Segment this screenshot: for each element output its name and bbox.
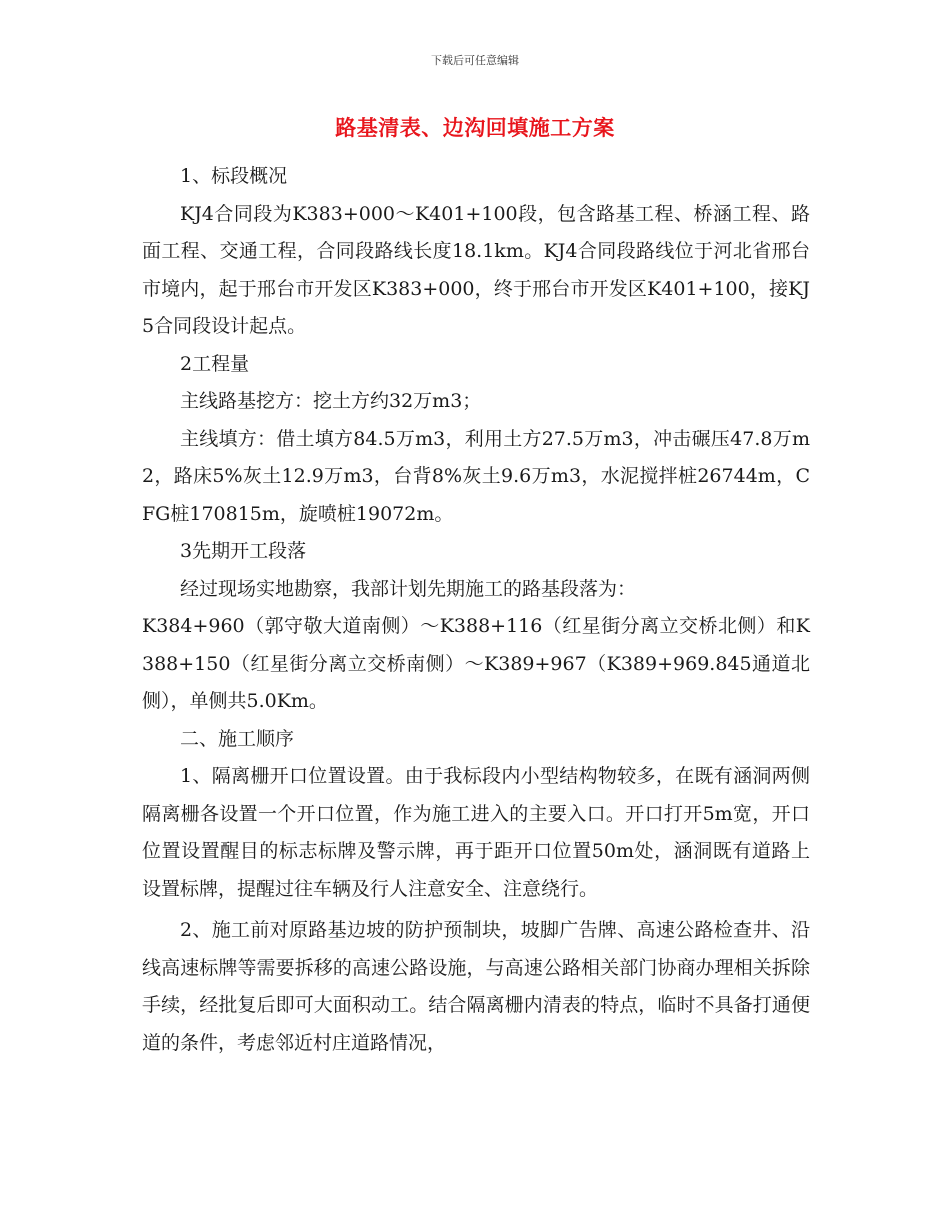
document-body [142,158,810,1062]
section-heading-quantities: 2工程量 [180,352,250,375]
paragraph-overview: KJ4合同段为K383+000～K401+100段，包含路基工程、桥涵工程、路面工程、交通工程，合同段路线长度18.1km。KJ4合同段路线位于河北省邢台市境内，起于邢台市开发区K383+000，终于邢台市开发区K401+100，接KJ5合同段设计起点。 [142,202,810,337]
paragraph-section-range: K384+960（郭守敬大道南侧）～K388+116（红星街分离立交桥北侧）和K388+150（红星街分离立交桥南侧）～K389+967（K389+969.845通道北侧），单侧共5.0Km。 [142,615,810,712]
header-note: 下载后可任意编辑 [431,54,519,67]
paragraph-excavation: 主线路基挖方：挖土方约32万m3； [180,390,482,412]
section-heading-early-sections: 3先期开工段落 [180,540,307,562]
paragraph-fill: 主线填方：借土填方84.5万m3，利用土方27.5万m3，冲击碾压47.8万m2，路床5%灰土12.9万m3，台背8%灰土9.6万m3，水泥搅拌桩26744m，CFG桩170815m，旋喷桩19072m。 [142,427,810,525]
document-title: 路基清表、边沟回填施工方案 [335,116,615,140]
paragraph-survey: 经过现场实地勘察，我部计划先期施工的路基段落为： [180,577,637,600]
section-heading-sequence: 二、施工顺序 [180,727,295,750]
paragraph-fence-opening: 1、隔离栅开口位置设置。由于我标段内小型结构物较多，在既有涵洞两侧隔离栅各设置一个开口位置，作为施工进入的主要入口。开口打开5m宽，开口位置设置醒目的标志标牌及警示牌，再于距开口位置50m处，涵洞既有道路上设置标牌，提醒过往车辆及行人注意安全、注意绕行。 [142,765,810,900]
section-heading-overview: 1、标段概况 [180,165,288,187]
paragraph-facility-removal: 2、施工前对原路基边坡的防护预制块，坡脚广告牌、高速公路检查井、沿线高速标牌等需要拆移的高速公路设施，与高速公路相关部门协商办理相关拆除手续，经批复后即可大面积动工。结合隔离栅内清表的特点，临时不具备打通便道的条件，考虑邻近村庄道路情况， [142,919,810,1054]
